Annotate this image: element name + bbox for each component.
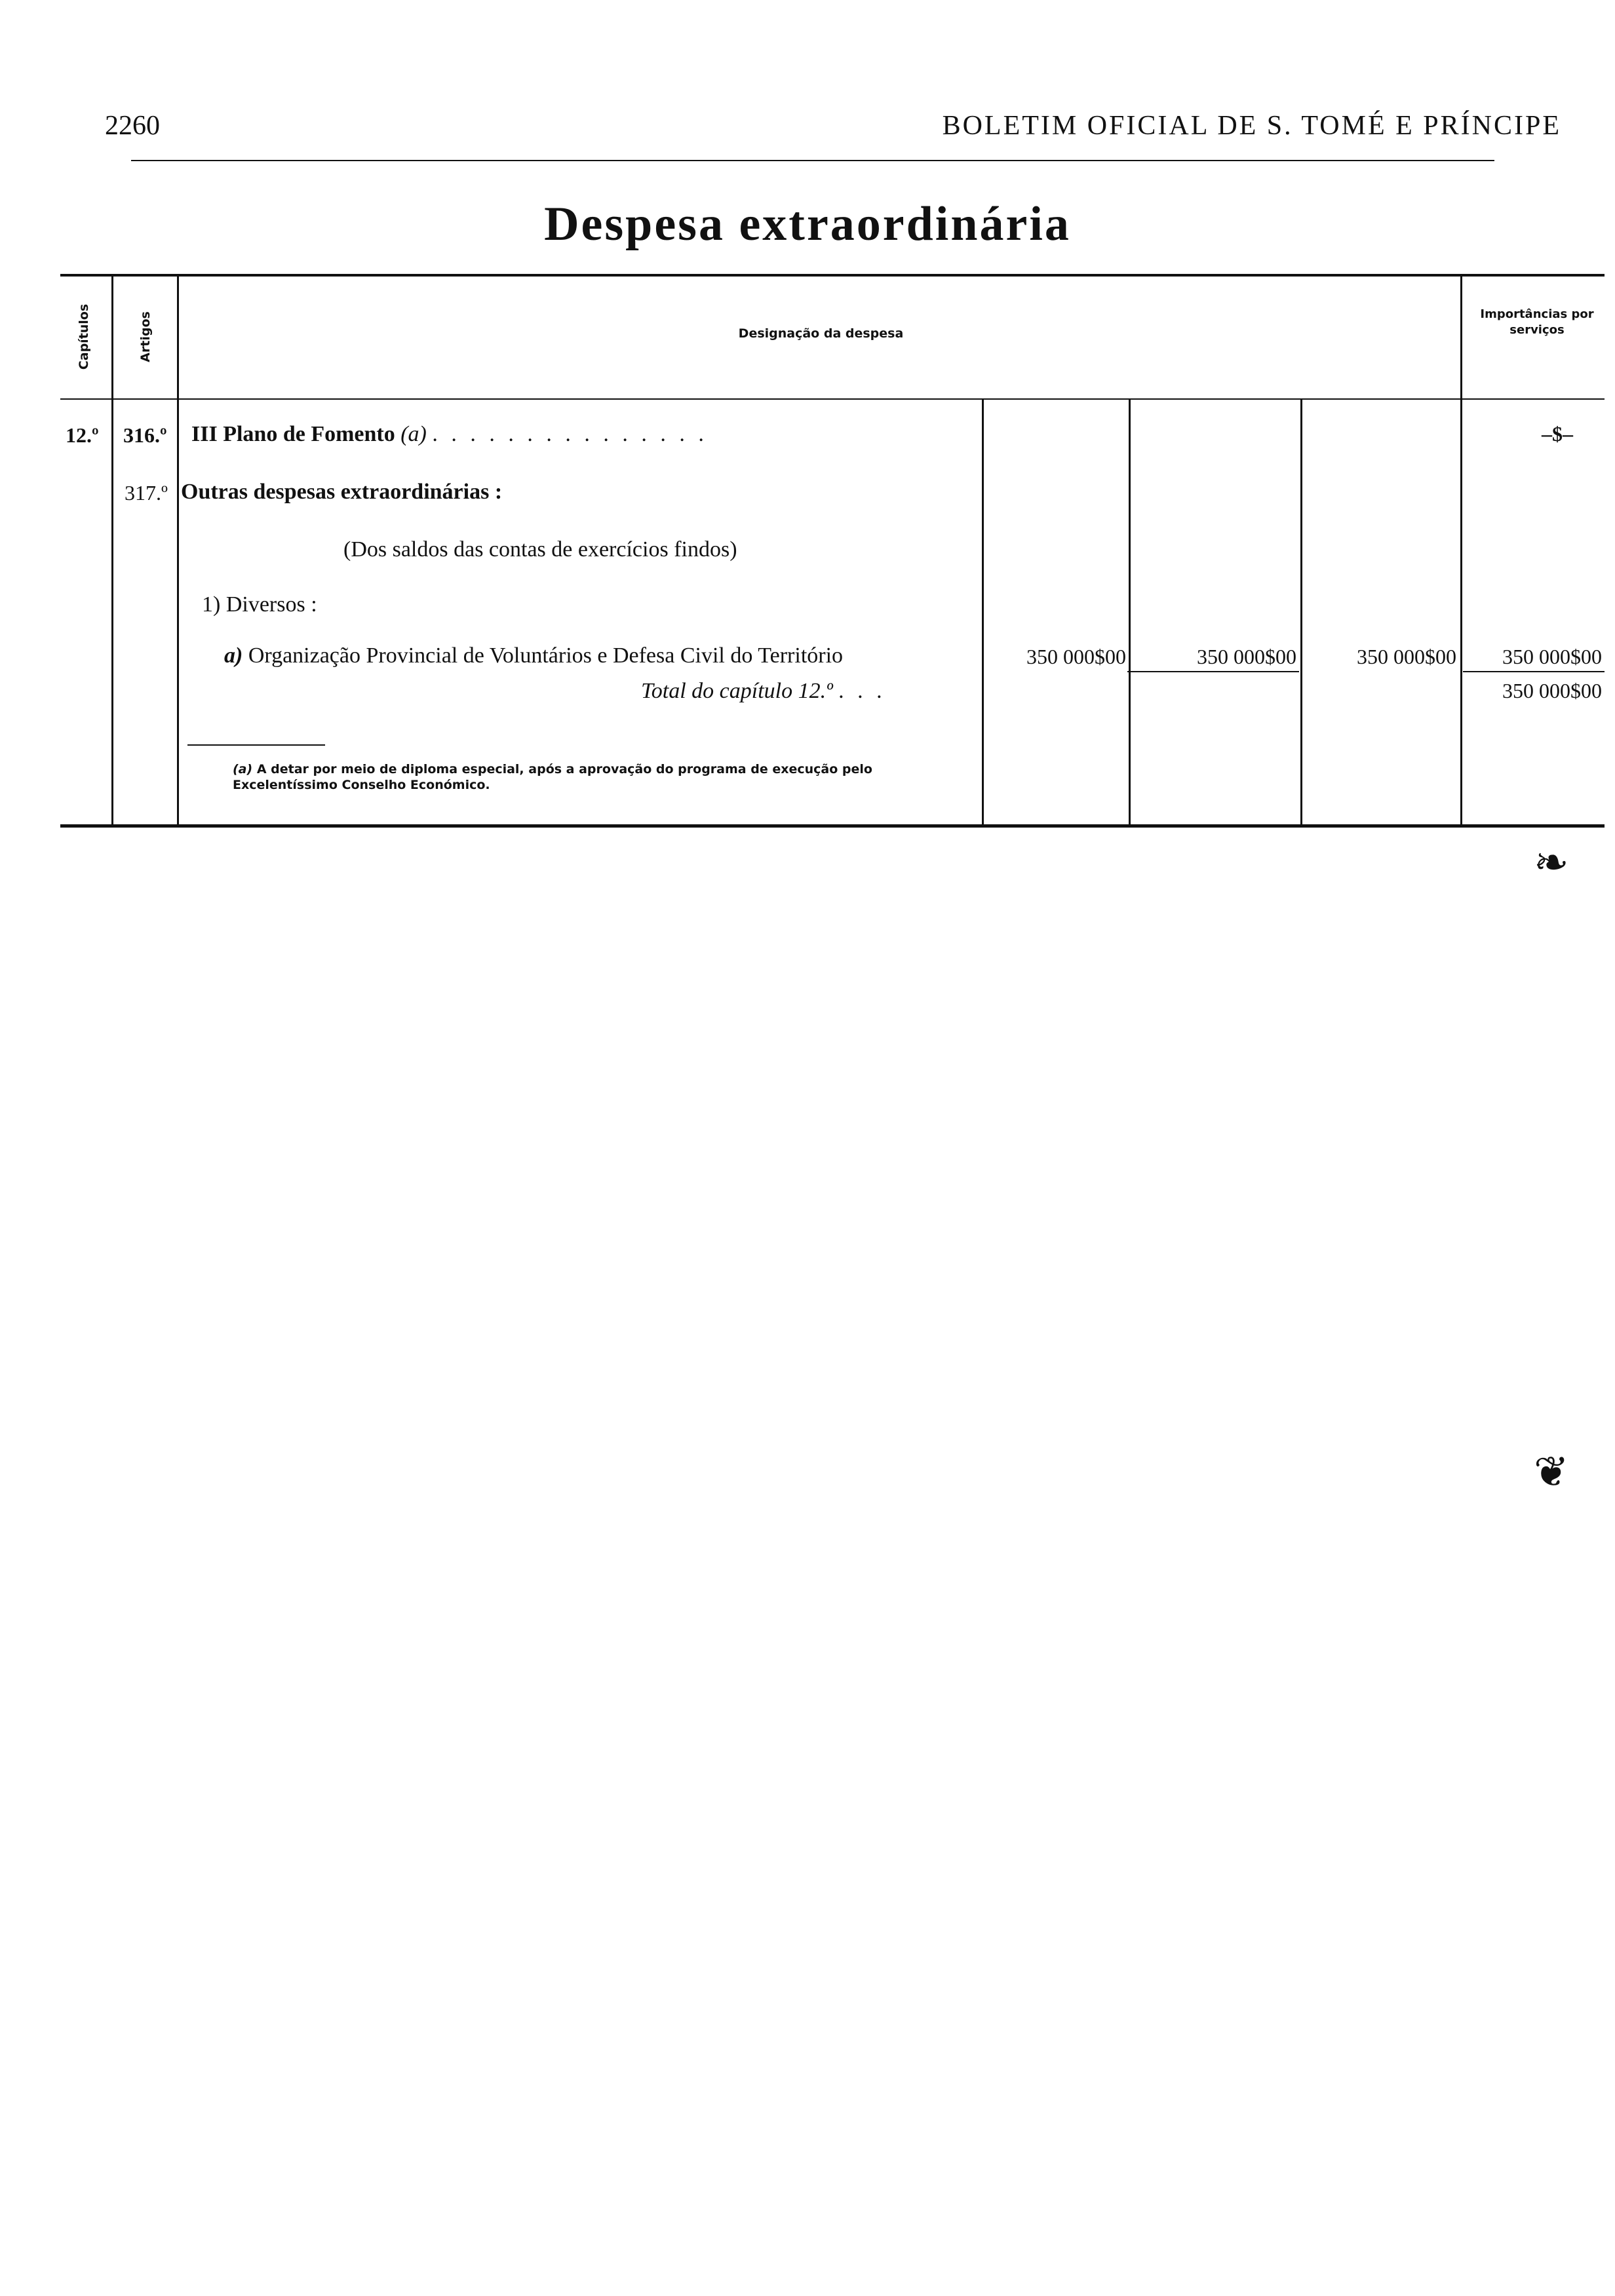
amount-col-3: 350 000$00 bbox=[1357, 645, 1456, 668]
header-rule bbox=[131, 160, 1494, 161]
footnote-text: A detar por meio de diploma especial, após a aprovação do programa de execução pelo Excelentíssimo Conselho Económico. bbox=[233, 762, 872, 792]
amount-col-2: 350 000$00 bbox=[1197, 645, 1296, 668]
amount-nil: –$– bbox=[1542, 422, 1573, 446]
col-divider-articles bbox=[177, 275, 179, 826]
subsection-heading: 1) Diversos : bbox=[202, 592, 317, 617]
sum-rule bbox=[1127, 671, 1299, 672]
footnote-ref: (a) bbox=[400, 422, 427, 446]
row-article: 316.º bbox=[123, 423, 167, 447]
footnote-rule bbox=[187, 744, 325, 746]
leader-dots: . . . bbox=[838, 679, 886, 703]
footnote bbox=[233, 761, 980, 793]
amount-col-4: 350 000$00 bbox=[1502, 645, 1602, 668]
header-chapters: Capítulos bbox=[77, 303, 91, 370]
row-article: 317.º bbox=[125, 481, 168, 505]
publication-title: BOLETIM OFICIAL DE S. TOMÉ E PRÍNCIPE bbox=[942, 111, 1561, 141]
amount-col-1: 350 000$00 bbox=[1026, 645, 1126, 668]
row-designation bbox=[224, 643, 843, 668]
col-divider-designation bbox=[1460, 275, 1462, 826]
designation-text: III Plano de Fomento bbox=[191, 422, 395, 446]
row-chapter: 12.º bbox=[66, 423, 99, 447]
col-divider-amount-1 bbox=[982, 400, 984, 826]
header-articles: Artigos bbox=[138, 311, 153, 362]
header-amounts: Importâncias por serviços bbox=[1480, 307, 1594, 337]
table-header-rule bbox=[60, 398, 1605, 400]
col-divider-amount-2 bbox=[1129, 400, 1131, 826]
page-number: 2260 bbox=[105, 111, 160, 141]
col-divider-chapters bbox=[111, 275, 113, 826]
row-designation bbox=[191, 422, 708, 447]
leader-dots: . . . . . . . . . . . . . . . bbox=[432, 422, 708, 446]
table-top-rule bbox=[60, 274, 1605, 277]
col-divider-amount-3 bbox=[1300, 400, 1302, 826]
table-bottom-rule bbox=[60, 824, 1605, 828]
designation-text: Organização Provincial de Voluntários e Defesa Civil do Território bbox=[248, 643, 844, 668]
item-letter: a) bbox=[224, 643, 243, 668]
footnote-marker: (a) bbox=[233, 762, 253, 776]
chapter-total-label bbox=[641, 679, 886, 704]
ornament-icon: ❧ bbox=[1534, 839, 1569, 886]
row-designation: Outras despesas extraordinárias : bbox=[181, 480, 503, 504]
funding-source-note: (Dos saldos das contas de exercícios findos) bbox=[343, 537, 737, 562]
sum-rule bbox=[1463, 671, 1605, 672]
chapter-total-amount: 350 000$00 bbox=[1502, 679, 1602, 702]
ornament-icon: ❦ bbox=[1534, 1449, 1569, 1495]
total-label-text: Total do capítulo 12.º bbox=[641, 679, 833, 703]
page-title: Despesa extraordinária bbox=[544, 197, 1071, 251]
header-designation: Designação da despesa bbox=[738, 326, 904, 341]
